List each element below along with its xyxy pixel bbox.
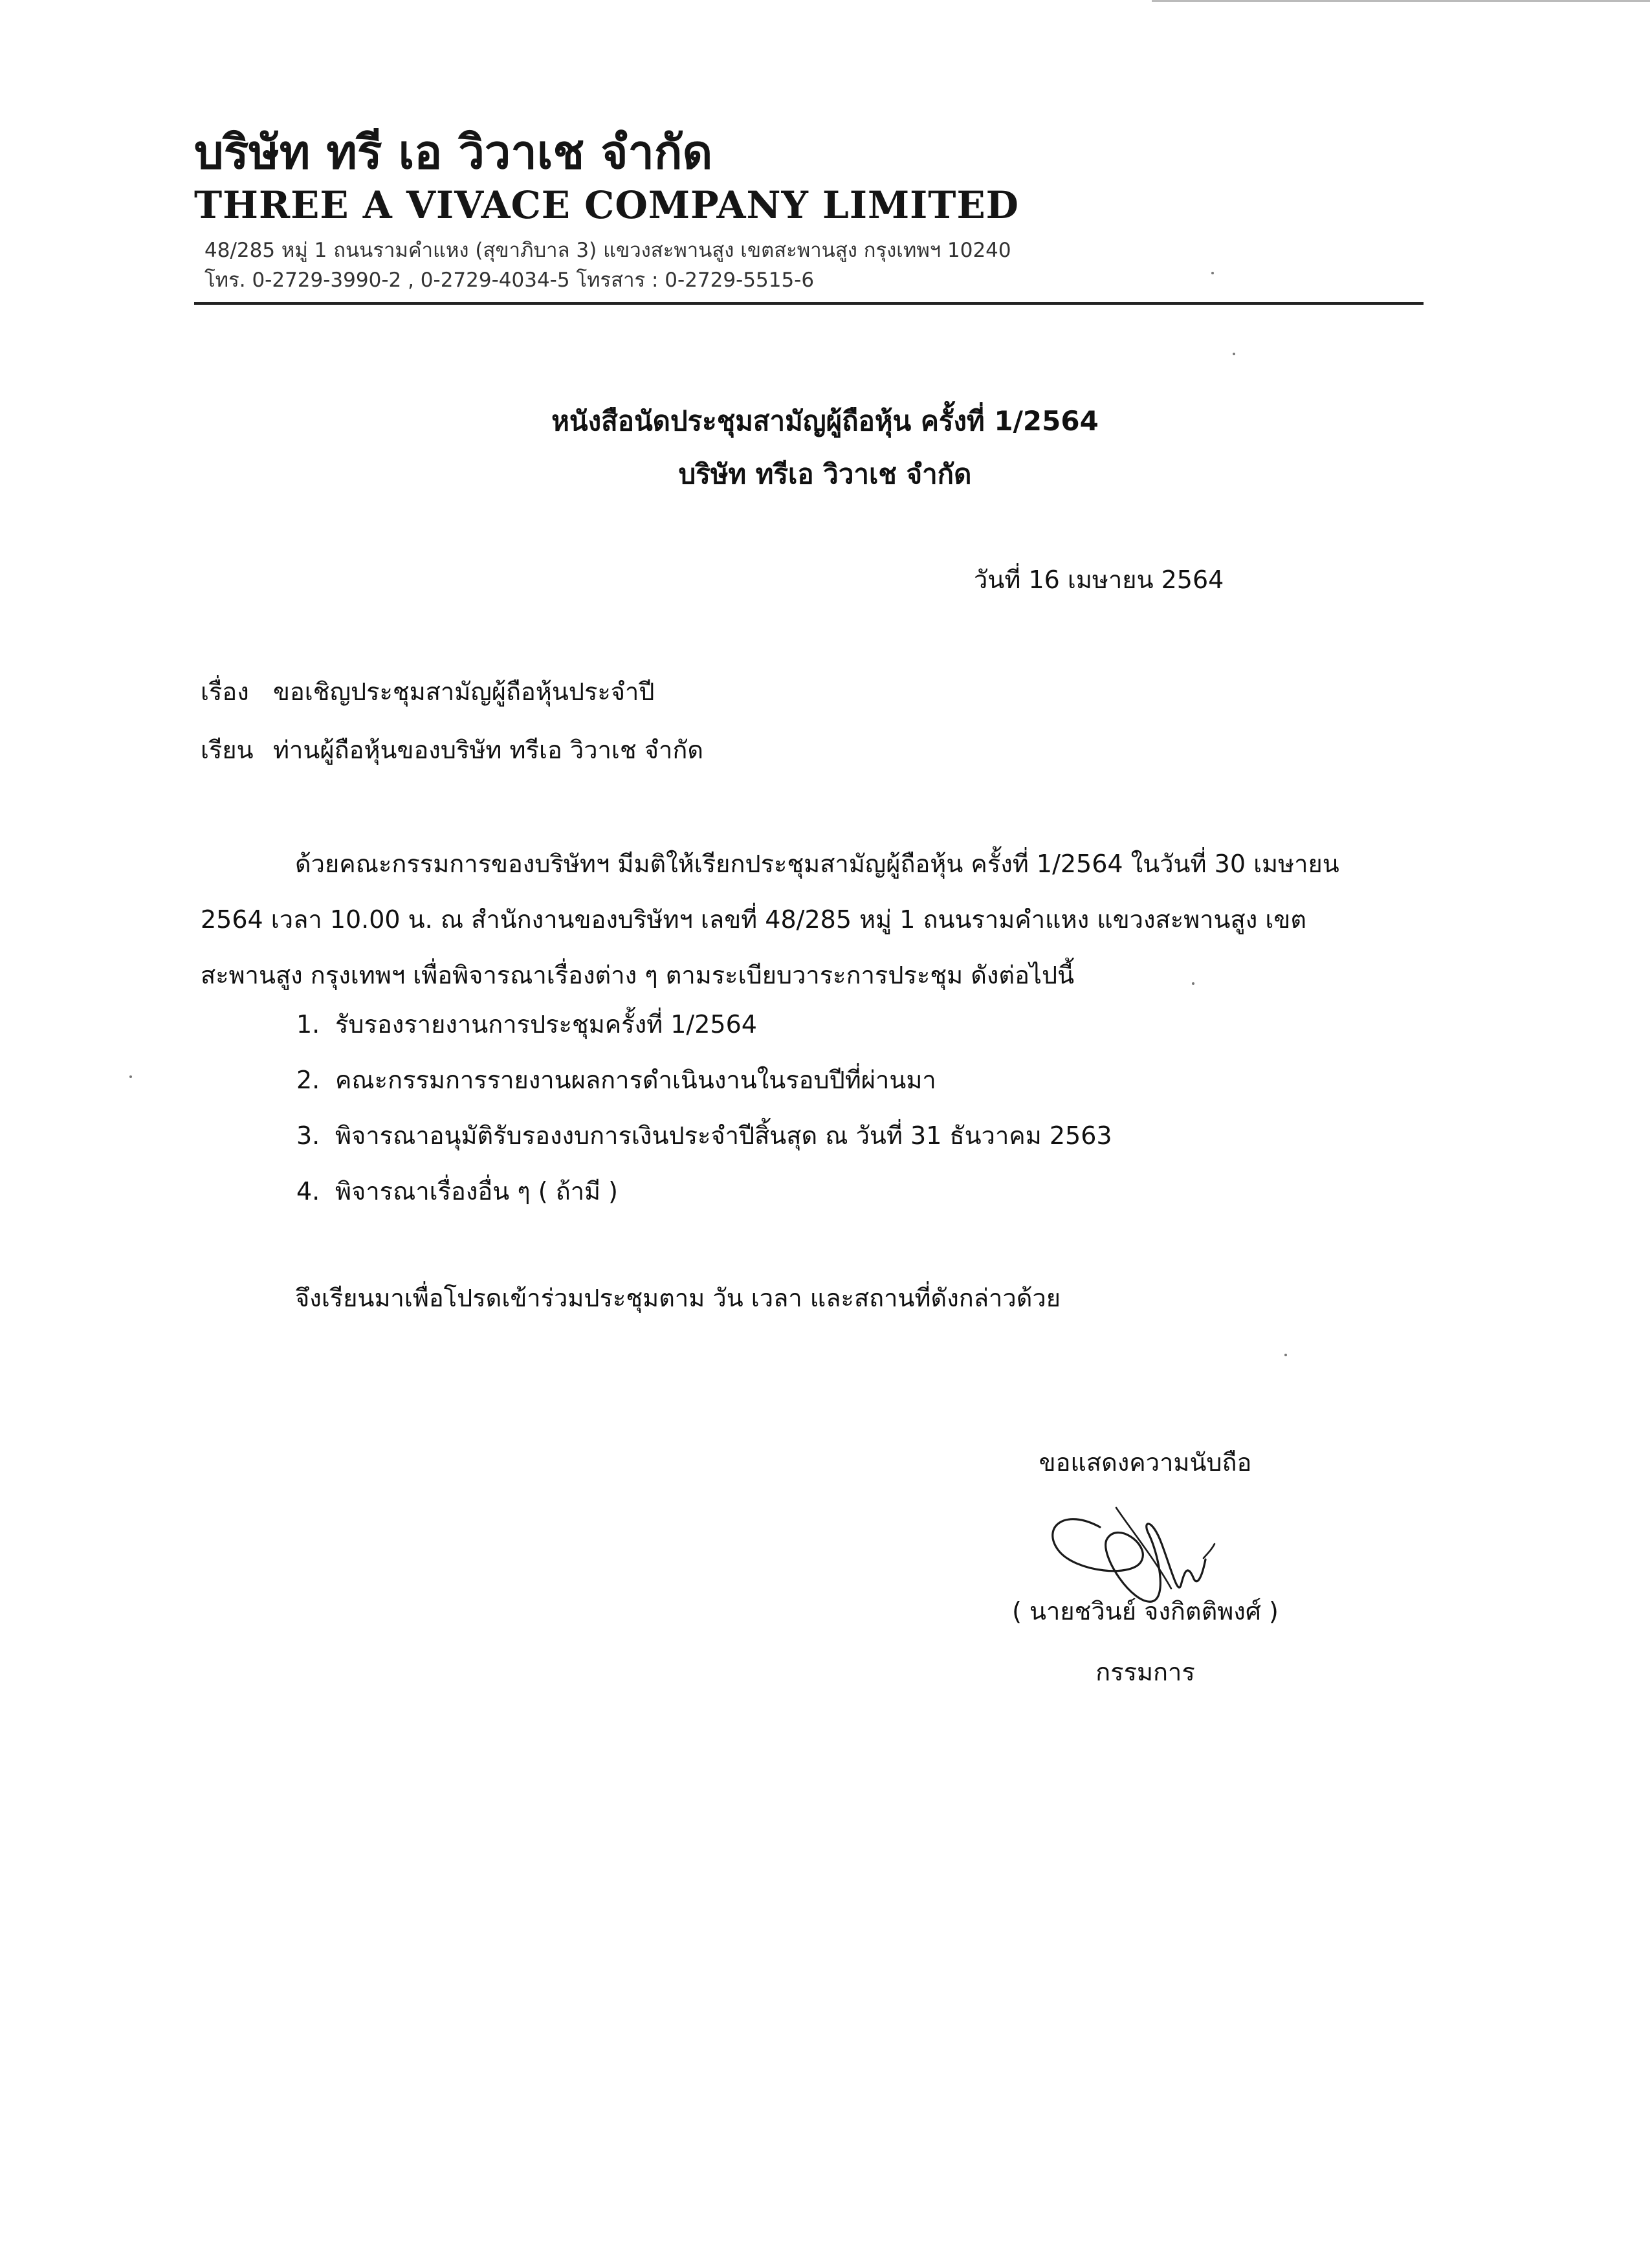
agenda-number: 3. <box>296 1121 320 1150</box>
company-address: 48/285 หมู่ 1 ถนนรามคำแหง (สุขาภิบาล 3) แขวงสะพานสูง เขตสะพานสูง กรุงเทพฯ 10240 <box>204 239 1011 262</box>
subject-line <box>201 672 654 711</box>
scan-speck <box>1211 272 1214 274</box>
notice-title-line2: บริษัท ทรีเอ วิวาเช จำกัด <box>678 458 972 490</box>
scan-speck <box>129 1075 132 1078</box>
recipient-text: ท่านผู้ถือหุ้นของบริษัท ทรีเอ วิวาเช จำกัด <box>273 736 704 764</box>
scan-speck <box>1284 1354 1287 1356</box>
agenda-text: พิจารณาเรื่องอื่น ๆ ( ถ้ามี ) <box>335 1177 618 1206</box>
agenda-item <box>296 1108 1112 1163</box>
agenda-list <box>296 996 1112 1219</box>
scan-speck <box>1233 353 1235 355</box>
letter-date: วันที่ 16 เมษายน 2564 <box>974 566 1224 594</box>
signature-regards: ขอแสดงความนับถือ <box>1039 1448 1252 1477</box>
subject-text: ขอเชิญประชุมสามัญผู้ถือหุ้นประจำปี <box>273 677 655 706</box>
agenda-text: พิจารณาอนุมัติรับรองงบการเงินประจำปีสิ้นสุด ณ วันที่ 31 ธันวาคม 2563 <box>335 1121 1112 1150</box>
signature-block <box>964 1443 1326 1691</box>
notice-title <box>0 395 1650 501</box>
agenda-item <box>296 996 1112 1052</box>
closing-sentence: จึงเรียนมาเพื่อโปรดเข้าร่วมประชุมตาม วัน เวลา และสถานที่ดังกล่าวด้วย <box>295 1284 1061 1312</box>
signatory-position: กรรมการ <box>1095 1658 1195 1686</box>
agenda-item <box>296 1163 1112 1219</box>
agenda-text: คณะกรรมการรายงานผลการดำเนินงานในรอบปีที่ผ่านมา <box>335 1066 936 1094</box>
scan-edge-line <box>1152 0 1650 2</box>
notice-title-line1: หนังสือนัดประชุมสามัญผู้ถือหุ้น ครั้งที่ 1/2564 <box>551 405 1099 437</box>
agenda-number: 1. <box>296 1010 320 1039</box>
company-name-english: THREE A VIVACE COMPANY LIMITED <box>194 183 1019 227</box>
body-line: ด้วยคณะกรรมการของบริษัทฯ มีมติให้เรียกประชุมสามัญผู้ถือหุ้น ครั้งที่ 1/2564 ในวันที่ 30 เมษายน <box>295 850 1339 878</box>
subject-label: เรื่อง <box>201 677 249 706</box>
body-line: สะพานสูง กรุงเทพฯ เพื่อพิจารณาเรื่องต่าง ๆ ตามระเบียบวาระการประชุม ดังต่อไปนี้ <box>201 961 1075 989</box>
company-contact: โทร. 0-2729-3990-2 , 0-2729-4034-5 โทรสาร : 0-2729-5515-6 <box>204 269 815 292</box>
scan-speck <box>1192 982 1194 985</box>
recipient-line <box>201 730 703 769</box>
recipient-label: เรียน <box>201 736 254 764</box>
agenda-item <box>296 1052 1112 1108</box>
agenda-text: รับรองรายงานการประชุมครั้งที่ 1/2564 <box>335 1010 757 1039</box>
signatory-name: ( นายชวินย์ จงกิตติพงศ์ ) <box>1012 1597 1279 1625</box>
letterhead-divider <box>194 302 1424 305</box>
body-line: 2564 เวลา 10.00 น. ณ สำนักงานของบริษัทฯ เลขที่ 48/285 หมู่ 1 ถนนรามคำแหง แขวงสะพานสูง เขต <box>201 905 1306 934</box>
agenda-number: 4. <box>296 1177 320 1206</box>
company-name-thai: บริษัท ทรี เอ วิวาเช จำกัด <box>194 125 713 179</box>
letterhead <box>194 123 1424 295</box>
agenda-number: 2. <box>296 1066 320 1094</box>
body-paragraph <box>201 836 1427 1003</box>
